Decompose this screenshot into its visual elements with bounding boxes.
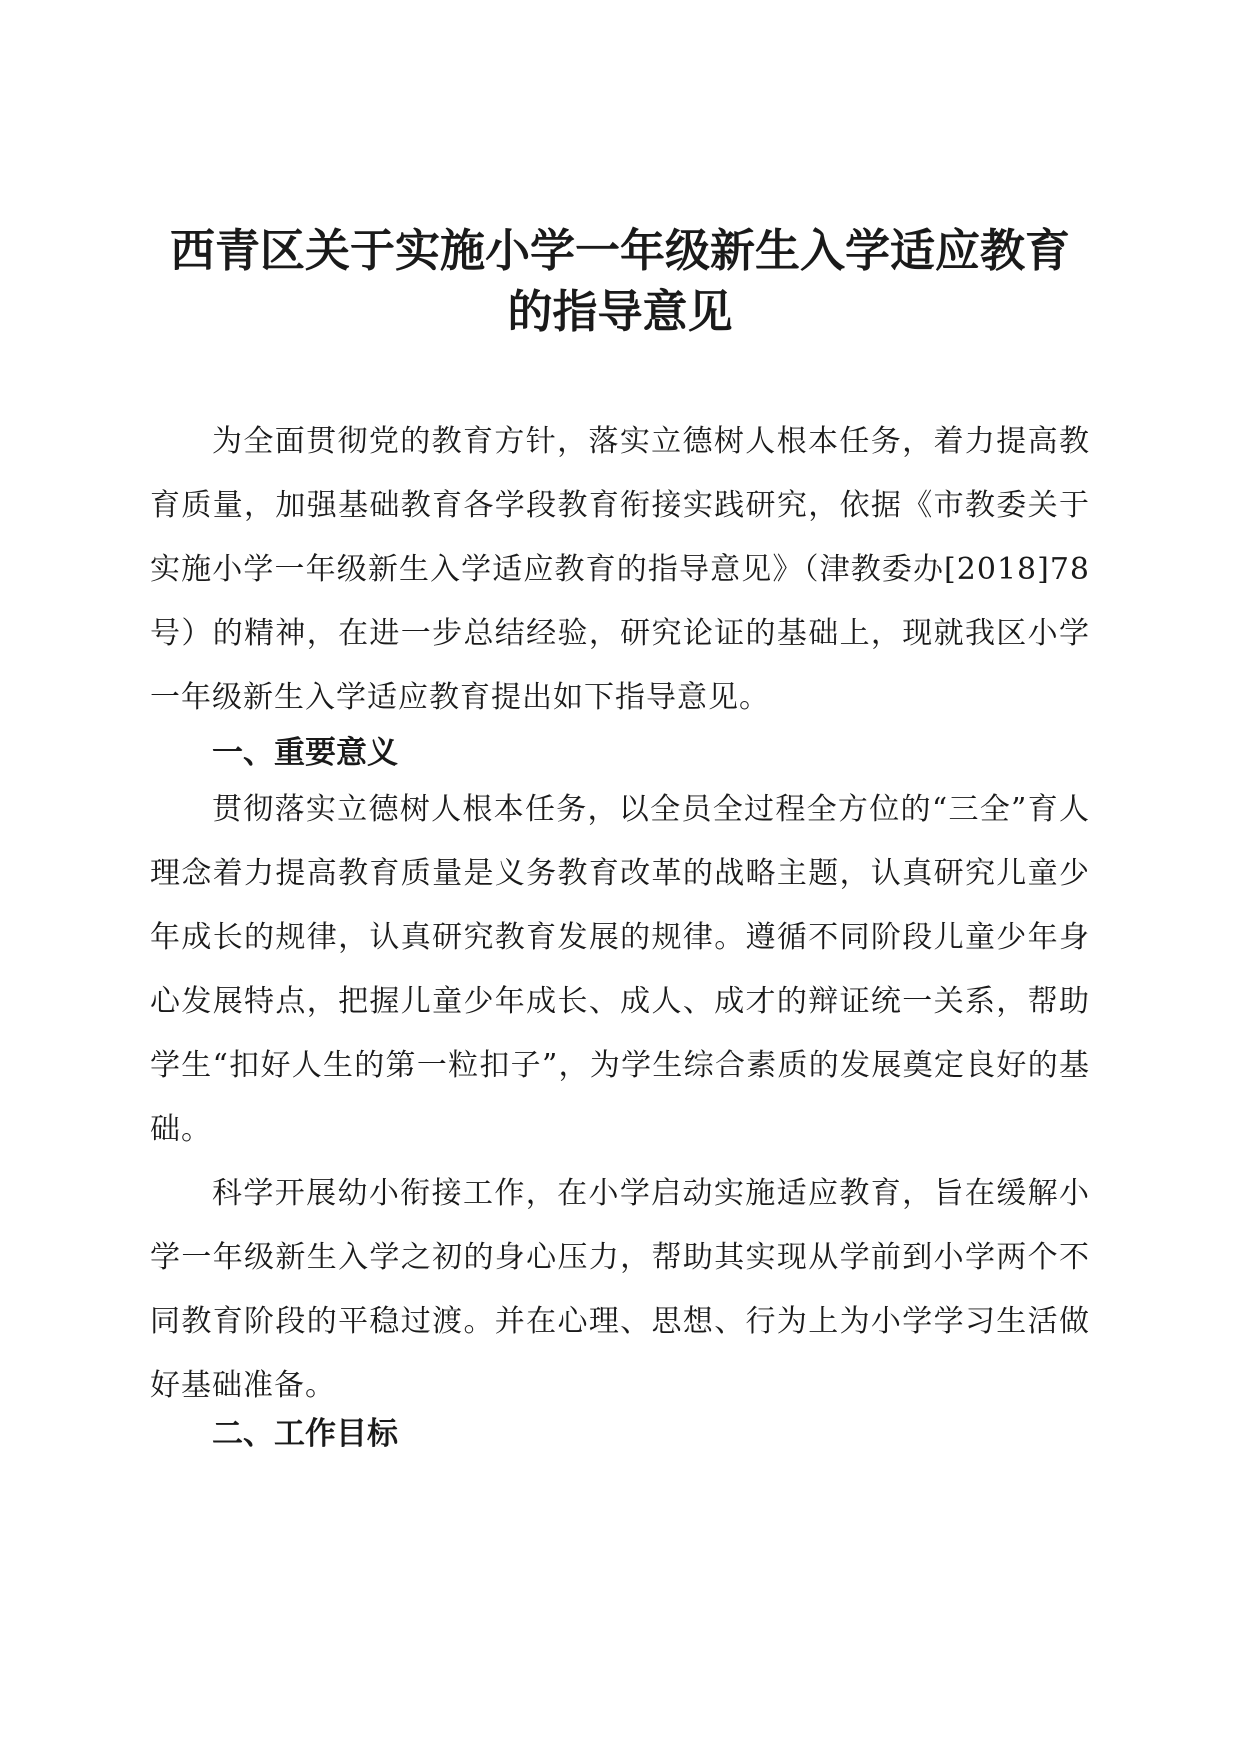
significance-paragraph-2: 科学开展幼小衔接工作，在小学启动实施适应教育，旨在缓解小学一年级新生入学之初的身心压力，帮助其实现从学前到小学两个不同教育阶段的平稳过渡。并在心理、思想、行为上为小学学习生活做好基础准备。 xyxy=(150,1176,1090,1403)
significance-paragraph-1: 贯彻落实立德树人根本任务，以全员全过程全方位的“三全”育人理念着力提高教育质量是义务教育改革的战略主题，认真研究儿童少年成长的规律，认真研究教育发展的规律。遵循不同阶段儿童少年身心发展特点，把握儿童少年成长、成人、成才的辩证统一关系，帮助学生“扣好人生的第一粒扣子”，为学生综合素质的发展奠定良好的基础。 xyxy=(150,792,1090,1147)
intro-paragraph: 为全面贯彻党的教育方针，落实立德树人根本任务，着力提高教育质量，加强基础教育各学段教育衔接实践研究，依据《市教委关于实施小学一年级新生入学适应教育的指导意见》（津教委办[2018]78号）的精神，在进一步总结经验，研究论证的基础上，现就我区小学一年级新生入学适应教育提出如下指导意见。 xyxy=(150,424,1090,715)
section-heading-goals: 二、工作目标 xyxy=(212,1416,398,1452)
document-title-line-2: 的指导意见 xyxy=(507,285,733,338)
document-title-line-1: 西青区关于实施小学一年级新生入学适应教育 xyxy=(169,224,1070,277)
section-heading-significance: 一、重要意义 xyxy=(212,735,398,771)
